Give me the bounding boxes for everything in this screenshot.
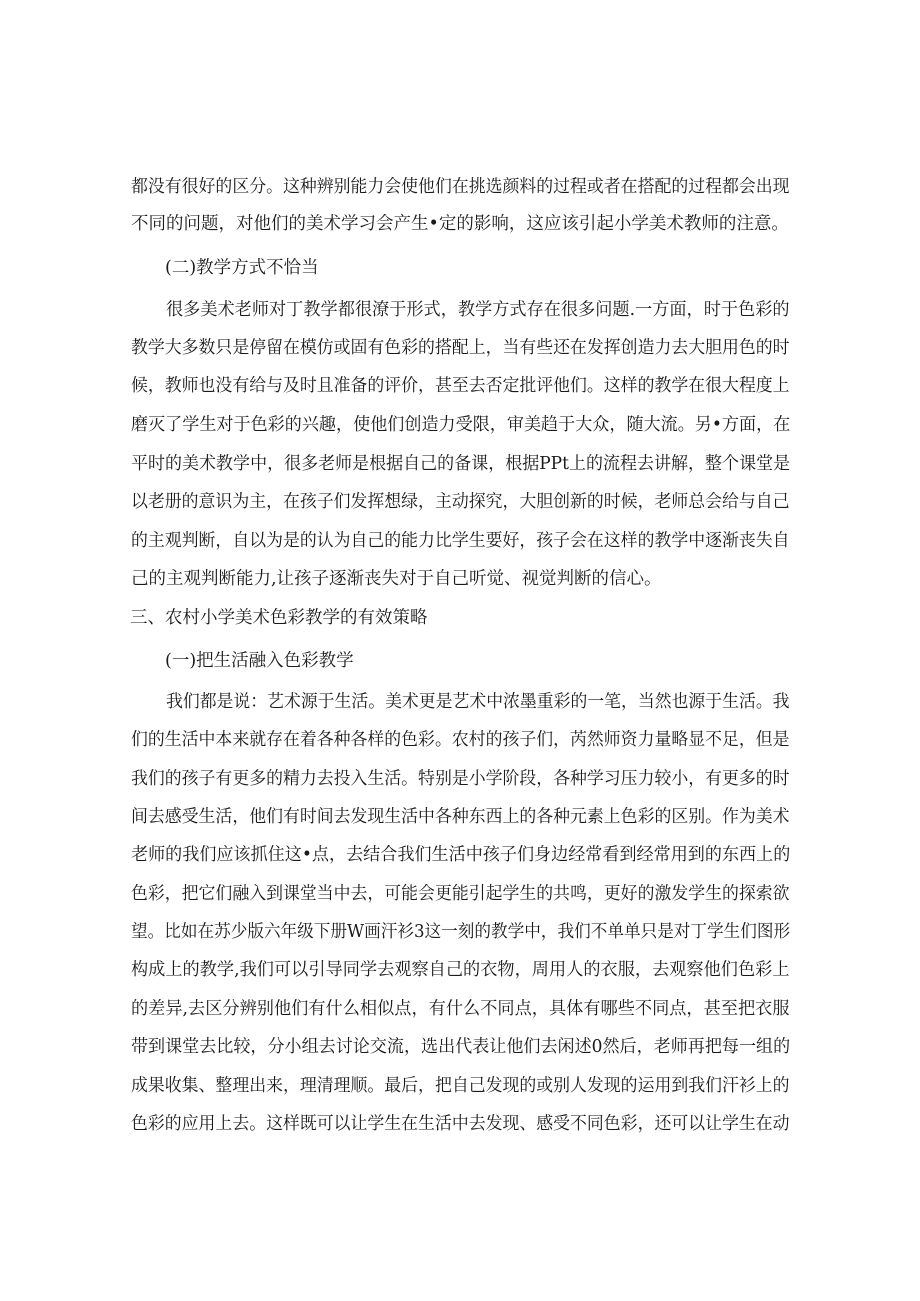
body-text-line: 我们的孩子有更多的精力去投入生活。特别是小学阶段，各种学习压力较小，有更多的时 [131, 769, 790, 789]
section-heading: (二)教学方式不恰当 [165, 258, 319, 278]
body-text-line: 平时的美术教学中，很多老师是根据自己的备课，根据PPt上的流程去讲解，整个课堂是 [131, 454, 791, 474]
body-text-line: 磨灭了学生对于色彩的兴趣，使他们创造力受限，审美趋于大众，随大流。另•方面，在 [131, 415, 791, 435]
body-text-line: 成果收集、整理出来，理清理顺。最后，把自己发现的或别人发现的运用到我们汗衫上的 [131, 1076, 790, 1096]
body-text-line: 都没有很好的区分。这种辨别能力会使他们在挑选颜料的过程或者在搭配的过程都会出现 [131, 177, 790, 197]
body-text-line: 间去感受生活，他们有时间去发现生活中各种东西上的各种元素上色彩的区别。作为美术 [131, 807, 790, 827]
body-text-line: 的主观判断，自以为是的认为自己的能力比学生要好，孩子会在这样的教学中逐渐丧失自 [131, 531, 790, 551]
body-text-line: 们的生活中本来就存在着各种各样的色彩。农村的孩子们，芮然师资力量略显不足，但是 [131, 730, 790, 750]
body-text-line: 己的主观判断能力,让孩子逐渐丧失对于自己听觉、视觉判断的信心。 [131, 569, 662, 589]
body-text-line: 教学大多数只是停留在模仿或固有色彩的搭配上，当有些还在发挥创造力去大胆用色的时 [131, 338, 790, 358]
body-text-line: 我们都是说：艺术源于生活。美术更是艺术中浓墨重彩的一笔，当然也源于生活。我 [166, 692, 790, 712]
body-text-line: 望。比如在苏少版六年级下册W画汗衫3这一刻的教学中，我们不单单只是对丁学生们图形 [131, 922, 791, 942]
body-text-line: 以老册的意识为主，在孩子们发挥想绿，主动探究，大胆创新的时候，老师总会给与自己 [131, 492, 790, 512]
body-text-line: 候，教师也没有给与及时且准备的评价，甚至去否定批评他们。这样的教学在很大程度上 [131, 376, 790, 396]
body-text-line: 老师的我们应该抓住这•点，去结合我们生活中孩子们身边经常看到经常用到的东西上的 [131, 845, 791, 865]
body-text-line: 的差异,去区分辨别他们有什么相似点，有什么不同点，具体有哪些不同点，甚至把衣服 [131, 999, 790, 1019]
body-text-line: 构成上的教学,我们可以引导同学去观察自己的衣物，周用人的衣服，去观察他们色彩上 [131, 960, 790, 980]
body-text-line: 色彩的应用上去。这样既可以让学生在生活中去发现、感受不同色彩，还可以让学生在动 [131, 1114, 790, 1134]
body-text-line: 不同的问题，对他们的美术学习会产生•定的影响，这应该引起小学美术教师的注意。 [131, 214, 789, 234]
body-text-line: 色彩，把它们融入到课堂当中去，可能会更能引起学生的共鸣，更好的激发学生的探索欲 [131, 884, 790, 904]
section-heading: 三、农村小学美术色彩教学的有效策略 [130, 608, 428, 628]
body-text-line: 很多美术老师对丁教学都很潦于形式，教学方式存在很多问题.一方面，时于色彩的 [166, 300, 790, 320]
subsection-heading: (一)把生活融入色彩教学 [165, 651, 354, 671]
body-text-line: 带到课堂去比较，分小组去讨论交流，选出代表让他们去闲述0然后，老师再把每一组的 [131, 1037, 791, 1057]
